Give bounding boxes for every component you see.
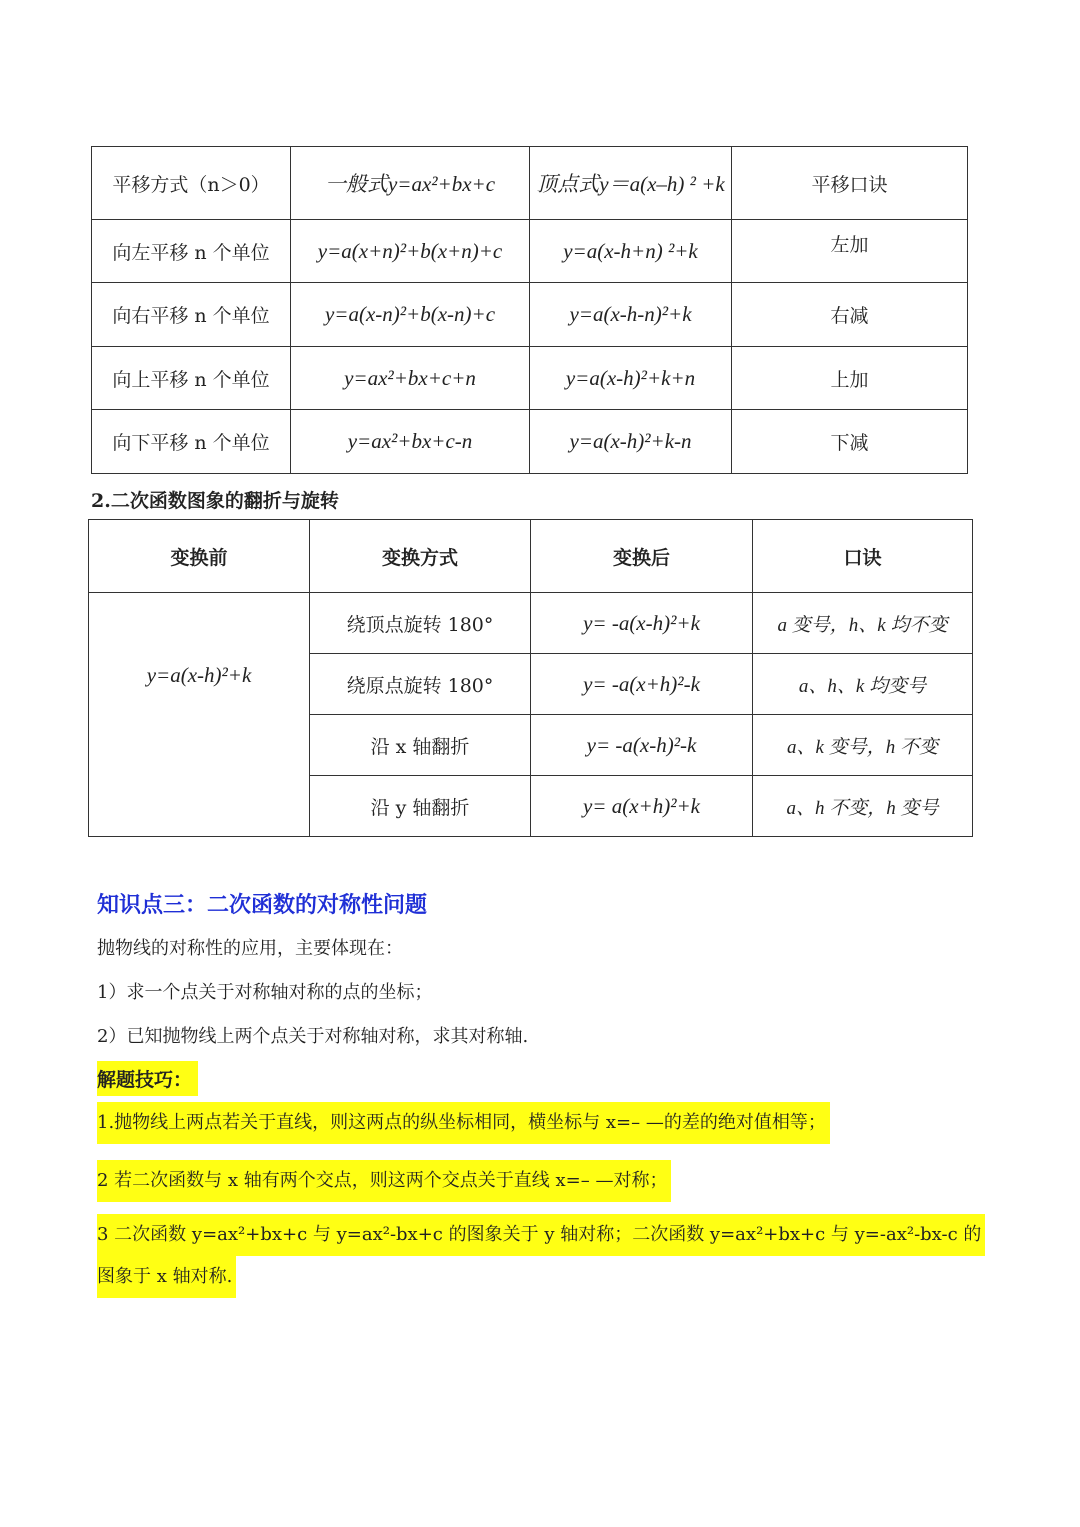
- vertex-formula-cell: y=a(x-h)²+k-n: [530, 410, 732, 474]
- tip-3-line-2: 图象于 x 轴对称.: [97, 1256, 236, 1298]
- paragraph-item-2: 2）已知抛物线上两个点关于对称轴对称，求其对称轴.: [97, 1026, 529, 1047]
- after-formula-cell: y= a(x+h)²+k: [531, 776, 753, 837]
- header-vertex-prefix: 顶点式: [536, 172, 600, 196]
- tip-3-line-1: 3 二次函数 y=ax²+bx+c 与 y=ax²-bx+c 的图象关于 y 轴对称；二次函数 y=ax²+bx+c 与 y=-ax²-bx-c 的: [97, 1214, 985, 1256]
- rule-cell: a、h 不变，h 变号: [753, 776, 973, 837]
- translation-table: [91, 146, 968, 474]
- rule-cell: a 变号，h、k 均不变: [753, 593, 973, 654]
- method-cell: 沿 y 轴翻折: [310, 776, 531, 837]
- header-vertex: [530, 147, 732, 220]
- flip-rotate-table: [88, 519, 973, 837]
- rule-cell: 下减: [732, 410, 968, 474]
- after-formula-cell: y= -a(x-h)²-k: [531, 715, 753, 776]
- table-row: [89, 593, 973, 654]
- general-formula-cell: y=a(x+n)²+b(x+n)+c: [291, 220, 530, 283]
- section-2-title: 2.二次函数图象的翻折与旋转: [91, 490, 339, 512]
- table-header-row: [89, 520, 973, 593]
- method-cell: 向下平移 n 个单位: [92, 410, 291, 474]
- rule-cell: a、k 变号，h 不变: [753, 715, 973, 776]
- tip-2: 2 若二次函数与 x 轴有两个交点，则这两个交点关于直线 x=– —对称；: [97, 1160, 671, 1202]
- rule-cell: 上加: [732, 347, 968, 410]
- paragraph-intro: 抛物线的对称性的应用，主要体现在：: [97, 938, 403, 959]
- general-formula-cell: y=ax²+bx+c+n: [291, 347, 530, 410]
- header-method: 变换方式: [310, 520, 531, 593]
- vertex-formula-cell: y=a(x-h-n)²+k: [530, 283, 732, 347]
- method-cell: 沿 x 轴翻折: [310, 715, 531, 776]
- vertex-formula-cell: y=a(x-h)²+k+n: [530, 347, 732, 410]
- table-row: [92, 220, 968, 283]
- method-cell: 向右平移 n 个单位: [92, 283, 291, 347]
- header-general: [291, 147, 530, 220]
- table-row: [92, 283, 968, 347]
- general-formula-cell: y=a(x-n)²+b(x-n)+c: [291, 283, 530, 347]
- general-formula-cell: y=ax²+bx+c-n: [291, 410, 530, 474]
- header-before: 变换前: [89, 520, 310, 593]
- vertex-formula-cell: y=a(x-h+n) ²+k: [530, 220, 732, 283]
- tip-1: 1.抛物线上两点若关于直线，则这两点的纵坐标相同，横坐标与 x=– —的差的绝对值相等；: [97, 1102, 830, 1144]
- method-cell: 绕顶点旋转 180°: [310, 593, 531, 654]
- tips-title: 解题技巧：: [97, 1061, 198, 1096]
- method-cell: 向上平移 n 个单位: [92, 347, 291, 410]
- header-method: 平移方式（n＞0）: [92, 147, 291, 220]
- header-rule: 平移口诀: [732, 147, 968, 220]
- knowledge-point-3-title: 知识点三：二次函数的对称性问题: [97, 892, 428, 918]
- header-after: 变换后: [531, 520, 753, 593]
- header-general-formula: y=ax²+bx+c: [387, 172, 496, 196]
- rule-cell: 右减: [732, 283, 968, 347]
- table-row: [92, 347, 968, 410]
- before-formula-cell: y=a(x-h)²+k: [89, 593, 310, 837]
- method-cell: 向左平移 n 个单位: [92, 220, 291, 283]
- after-formula-cell: y= -a(x-h)²+k: [531, 593, 753, 654]
- after-formula-cell: y= -a(x+h)²-k: [531, 654, 753, 715]
- rule-cell: 左加: [732, 220, 968, 283]
- table-header-row: [92, 147, 968, 220]
- header-vertex-formula: y＝a(x–h) ² +k: [599, 172, 725, 196]
- header-rule: 口诀: [753, 520, 973, 593]
- rule-cell: a、h、k 均变号: [753, 654, 973, 715]
- paragraph-item-1: 1）求一个点关于对称轴对称的点的坐标；: [97, 982, 433, 1003]
- method-cell: 绕原点旋转 180°: [310, 654, 531, 715]
- table-row: [92, 410, 968, 474]
- header-general-prefix: 一般式: [324, 172, 388, 196]
